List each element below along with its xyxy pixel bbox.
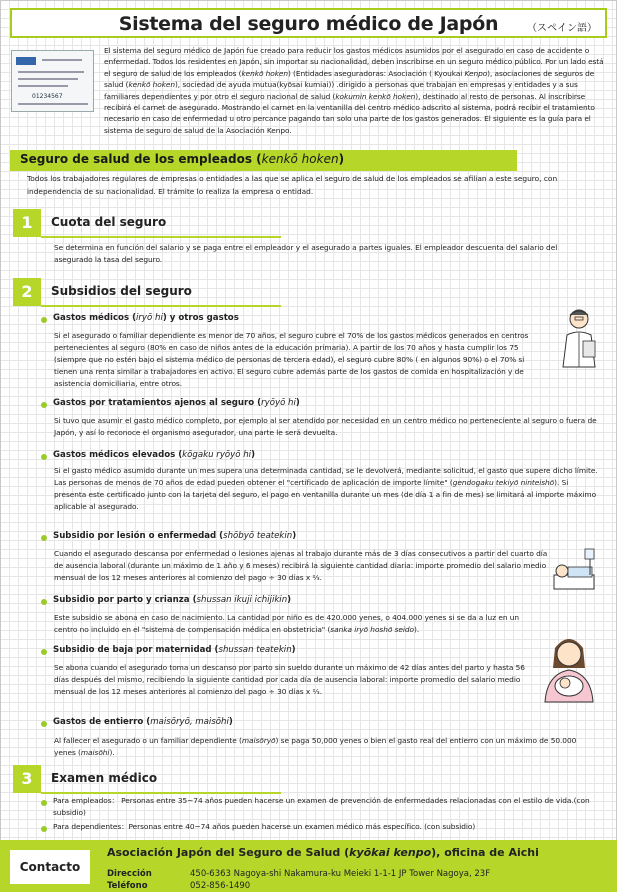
section-number-3: 3 [13,765,41,793]
bullet-icon [41,317,47,323]
section-number-1: 1 [13,209,41,237]
subsection-text: Si tuvo que asumir el gasto médico completo, por ejemplo al ser atendido por necesidad en un centro médico no perteneciente al seguro o fuera de Japón, y así lo reconoce el organismo asegurador, una parte le será devuelta. [54,416,597,438]
page-title: Sistema del seguro médico de Japón [118,13,499,35]
section-heading-1: Cuota del seguro [51,215,167,229]
address-value: 450-6363 Nagoya-shi Nakamura-ku Meieki 1-1-1 JP Tower Nagoya, 23F [190,869,491,879]
mother-baby-illustration [535,628,605,703]
section-underline [41,305,281,307]
address-label: Dirección [107,869,152,879]
intro-text: El sistema del seguro médico de Japón fue creado para reducir los gastos médicos asumidos por el asegurado en caso de accidente o enfermedad. Todos los residentes en Japón, sin importar su nacionalidad, deben inscribirse en un seguro médico público. Por un lado está el seguro de salud de los empleados (kenkō hoken) (Entidades aseguradoras: Asociación ( Kyoukai Kenpo), asociaciones de seguros de salud (kenkō hoken), sociedad de ayuda mutua(kyōsai kumiai)) .dirigido a personas que trabajan en empresas y entidades y a sus familiares dependientes y por otro el seguro nacional de salud (kokumin kenkō hoken), destinado al resto de personas. Al inscribirse recibirá el carnet de asegurado. Mostrando el carnet en la ventanilla del centro médico adscrito al sistema, podrá recibir el tratamiento necesario en caso de enfermedad u otro percance pagando tan solo una parte de los gastos generados. El siguiente es la guía para el sistema de seguro de salud de la Asociación Kenpo. [104,46,604,135]
subsection-title: Gastos médicos elevados (kōgaku ryōyō hi) [53,450,256,460]
phone-label: Teléfono [107,881,148,891]
subsection-title: Gastos por tratamientos ajenos al seguro (ryōyō hi) [53,398,300,408]
subsection-text: Cuando el asegurado descansa por enfermedad o lesiones ajenas al trabajo durante más de 3 días consecutivos a partir del cuarto día de ausencia laboral (durante un máximo de 1 año y 6 meses) recibirá la siguiente cantidad diaria: importe promedio del salario medio mensual de los 12 meses anteriores al comienzo del pago ÷ 30 días x ⅔. [54,549,548,583]
subsection-text: Si el gasto médico asumido durante un mes supera una determinada cantidad, se le devolverá, mediante solicitud, el gasto que supere dicho límite. Las personas de menos de 70 años de edad pueden obtener el "certificado de aplicación de importe límite" (gendogaku tekiyō ninteishō). Si presenta este certificado junto con la tarjeta del seguro, el pago en ventanilla durante un mes (de día 1 a fin de mes) se limitará al importe máximo aplicable al asegurado. [54,466,598,512]
section-number-2: 2 [13,278,41,306]
card-line [18,103,88,105]
card-line [18,85,68,87]
card-line [42,59,82,61]
contact-footer [0,840,617,892]
language-label: （スペイン語） [527,23,597,34]
bullet-icon [41,800,47,806]
subsection-text: Se abona cuando el asegurado toma un descanso por parto sin sueldo durante un máximo de 42 días antes del parto y hasta 56 días después del mismo, recibiendo la siguiente cantidad por cada día de ausencia laboral: importe promedio del salario medio mensual de los 12 meses anteriores al comienzo del pago ÷ 30 días x ⅔. [54,663,525,697]
subsection-title: Subsidio por lesión o enfermedad (shōbyō teatekin) [53,531,297,541]
subsection-title: Gastos médicos (iryō hi) y otros gastos [53,313,239,323]
card-line [18,78,78,80]
exam-item-dependents: Para dependientes：Personas entre 40~74 años pueden hacerse un examen médico más específico. (con subsidio) [53,822,476,831]
patient-illustration [548,545,598,595]
subsection-title: Subsidio de baja por maternidad (shussan teatekin) [53,645,296,655]
title-bar [10,8,607,38]
organization-name: Asociación Japón del Seguro de Salud (kyōkai kenpo), oficina de Aichi [107,846,539,859]
subsection-title: Gastos de entierro (maisōryō, maisōhi) [53,717,233,727]
section-underline [41,236,281,238]
subsection-text: Este subsidio se abona en caso de nacimiento. La cantidad por niño es de 420.000 yenes, o 404.000 yenes si se da a luz en un centro no incluido en el "sistema de compensación médica en obstetricia" (sanka iryō hoshō seido). [54,613,520,635]
contact-label: Contacto [10,850,90,884]
subsection-text: Si el asegurado o familiar dependiente es menor de 70 años, el seguro cubre el 70% de los gastos médicos generados en centros pertenecientes al seguro (80% en caso de niños antes de la educación primaria). A partir de los 70 años y hasta cumplir los 75 (siempre que no estén bajo el sistema médico de personas de tercera edad), el seguro cubre 80% ( en algunos 90%) o el 70% si tienen una renta similar a trabajadores en activo. El seguro cubre además parte de los gastos de comida en hospitalización y de asistencia domiciliaria, entre otros. [54,331,529,389]
exam-item-employees: Para empleados： Personas entre 35~74 años pueden hacerse un examen de prevención de enfermedades relacionadas con el estilo de vida.(con subsidio) [53,796,590,818]
bullet-icon [41,649,47,655]
section-description: Todos los trabajadores regulares de empresas o entidades a las que se aplica el seguro de salud de los empleados se afilian a este seguro, con independencia de su nacionalidad. El trámite lo realiza la empresa o entidad. [27,174,558,196]
phone-value: 052-856-1490 [190,881,251,891]
card-line [18,71,84,73]
section-text-1: Se determina en función del salario y se paga entre el empleador y el asegurado a partes iguales. El empleador descuenta del salario del asegurado la tasa del seguro. [54,243,558,265]
bullet-icon [41,535,47,541]
section-underline [41,792,281,794]
bullet-icon [41,454,47,460]
bullet-icon [41,402,47,408]
bullet-icon [41,599,47,605]
section-heading-3: Examen médico [51,771,158,785]
card-number: 01234567 [32,93,63,100]
subsection-text: Al fallecer el asegurado o un familiar dependiente (maisōryō) se paga 50,000 yenes o bien el gasto real del entierro con un máximo de 50.000 yenes (maisōhi). [54,736,577,758]
card-stripe [16,57,36,65]
bullet-icon [41,721,47,727]
doctor-illustration [553,305,605,375]
subsection-title: Subsidio por parto y crianza (shussan ikuji ichijikin) [53,595,292,605]
section-title-bar: Seguro de salud de los empleados (kenkō hoken) [10,150,517,171]
section-heading-2: Subsidios del seguro [51,284,192,298]
bullet-icon [41,826,47,832]
insurance-card-image [11,50,94,112]
